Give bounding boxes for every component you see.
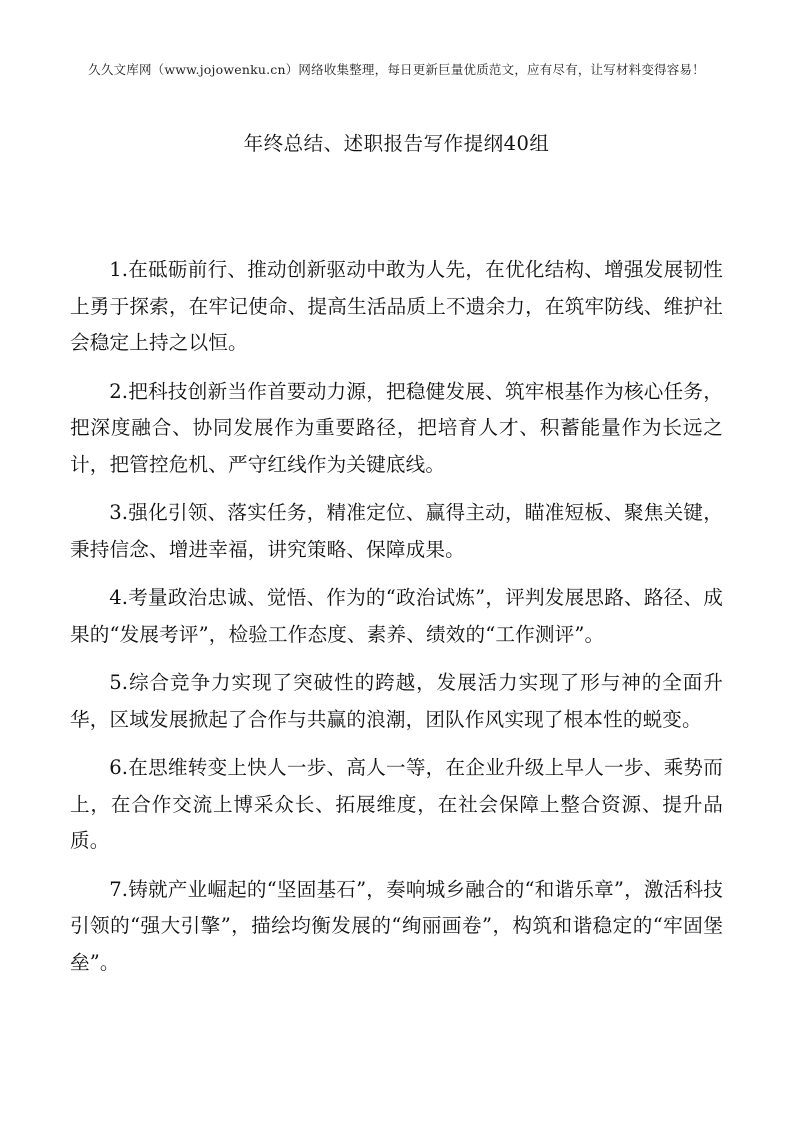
paragraph-5: 5.综合竞争力实现了突破性的跨越，发展活力实现了形与神的全面升华，区域发展掀起了合作与共赢的浪潮，团队作风实现了根本性的蜕变。 <box>70 671 723 731</box>
document-body <box>70 252 723 993</box>
paragraph-4: 4.考量政治忠诚、觉悟、作为的“政治试炼”，评判发展思路、路径、成果的“发展考评”，检验工作态度、素养、绩效的“工作测评”。 <box>70 586 723 646</box>
page-title: 年终总结、述职报告写作提纲40组 <box>243 132 550 155</box>
paragraph-3: 3.强化引领、落实任务，精准定位、赢得主动，瞄准短板、聚焦关键，秉持信念、增进幸福，讲究策略、保障成果。 <box>70 501 723 561</box>
paragraph-1: 1.在砥砺前行、推动创新驱动中敢为人先，在优化结构、增强发展韧性上勇于探索，在牢记使命、提高生活品质上不遗余力，在筑牢防线、维护社会稳定上持之以恒。 <box>70 258 723 354</box>
header-note: 久久文库网（www.jojowenku.cn）网络收集整理，每日更新巨量优质范文，应有尽有，让写材料变得容易！ <box>88 62 705 77</box>
paragraph-7: 7.铸就产业崛起的“坚固基石”，奏响城乡融合的“和谐乐章”，激活科技引领的“强大引擎”，描绘均衡发展的“绚丽画卷”，构筑和谐稳定的“牢固堡垒”。 <box>70 877 723 974</box>
paragraph-2: 2.把科技创新当作首要动力源，把稳健发展、筑牢根基作为核心任务，把深度融合、协同发展作为重要路径，把培育人才、积蓄能量作为长远之计，把管控危机、严守红线作为关键底线。 <box>70 379 723 476</box>
paragraph-6: 6.在思维转变上快人一步、高人一等，在企业升级上早人一步、乘势而上，在合作交流上博采众长、拓展维度，在社会保障上整合资源、提升品质。 <box>70 756 723 852</box>
